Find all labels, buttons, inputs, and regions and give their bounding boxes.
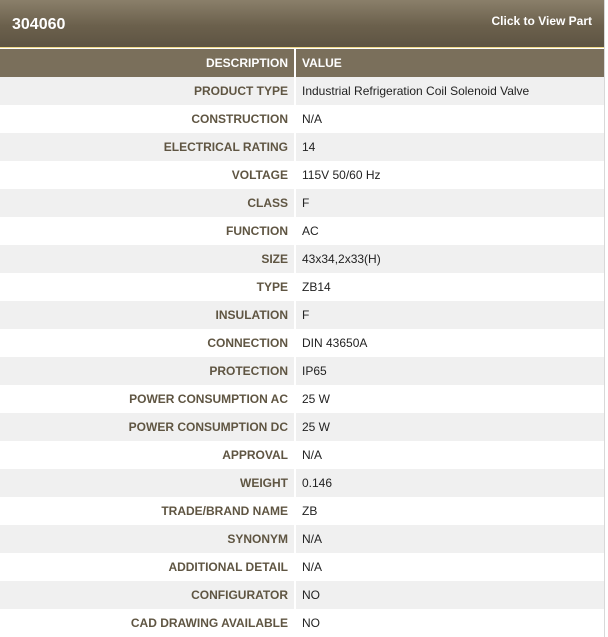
table-row	[0, 581, 604, 609]
table-row	[0, 497, 604, 525]
table-row	[0, 245, 604, 273]
description-column-header: DESCRIPTION	[0, 49, 296, 77]
spec-label: SIZE	[0, 245, 296, 273]
table-row	[0, 469, 604, 497]
table-row	[0, 217, 604, 245]
spec-value: 0.146	[302, 476, 333, 490]
spec-label: VOLTAGE	[0, 161, 296, 189]
spec-label: INSULATION	[0, 301, 296, 329]
spec-label: POWER CONSUMPTION DC	[0, 413, 296, 441]
spec-value: N/A	[302, 532, 323, 546]
spec-label: CLASS	[0, 189, 296, 217]
spec-label: CONFIGURATOR	[0, 581, 296, 609]
spec-value: 14	[302, 140, 316, 154]
table-row	[0, 385, 604, 413]
table-row	[0, 441, 604, 469]
view-part-link[interactable]: Click to View Part	[491, 14, 592, 28]
spec-value: ZB14	[302, 280, 331, 294]
spec-label: TYPE	[0, 273, 296, 301]
spec-label: ELECTRICAL RATING	[0, 133, 296, 161]
spec-label: WEIGHT	[0, 469, 296, 497]
part-number: 304060	[12, 16, 66, 33]
table-row	[0, 525, 604, 553]
table-header	[0, 49, 604, 77]
spec-value: NO	[302, 616, 320, 630]
table-row	[0, 77, 604, 105]
table-row	[0, 189, 604, 217]
spec-value: NO	[302, 588, 320, 602]
spec-value: DIN 43650A	[302, 336, 368, 350]
spec-value: F	[302, 308, 310, 322]
spec-table-body	[0, 77, 604, 637]
spec-label: APPROVAL	[0, 441, 296, 469]
table-row	[0, 553, 604, 581]
table-row	[0, 413, 604, 441]
spec-value: 115V 50/60 Hz	[302, 168, 381, 182]
table-row	[0, 609, 604, 637]
spec-label: CONSTRUCTION	[0, 105, 296, 133]
table-row	[0, 273, 604, 301]
spec-value: 25 W	[302, 420, 331, 434]
table-row	[0, 357, 604, 385]
panel-header	[0, 0, 604, 48]
table-row	[0, 301, 604, 329]
spec-value: 25 W	[302, 392, 331, 406]
spec-value: N/A	[302, 448, 323, 462]
spec-value: Industrial Refrigeration Coil Solenoid Valve	[302, 84, 530, 98]
spec-value: 43x34,2x33(H)	[302, 252, 381, 266]
table-row	[0, 105, 604, 133]
spec-label: POWER CONSUMPTION AC	[0, 385, 296, 413]
table-row	[0, 329, 604, 357]
spec-label: TRADE/BRAND NAME	[0, 497, 296, 525]
spec-value: ZB	[302, 504, 318, 518]
value-column-header: VALUE	[302, 56, 342, 70]
spec-value: AC	[302, 224, 319, 238]
spec-value: N/A	[302, 560, 323, 574]
spec-label: FUNCTION	[0, 217, 296, 245]
spec-label: ADDITIONAL DETAIL	[0, 553, 296, 581]
table-row	[0, 133, 604, 161]
spec-label: PROTECTION	[0, 357, 296, 385]
spec-value: IP65	[302, 364, 327, 378]
spec-label: CONNECTION	[0, 329, 296, 357]
spec-label: CAD DRAWING AVAILABLE	[0, 609, 296, 637]
spec-value: N/A	[302, 112, 323, 126]
spec-label: PRODUCT TYPE	[0, 77, 296, 105]
spec-value: F	[302, 196, 310, 210]
table-row	[0, 161, 604, 189]
spec-label: SYNONYM	[0, 525, 296, 553]
